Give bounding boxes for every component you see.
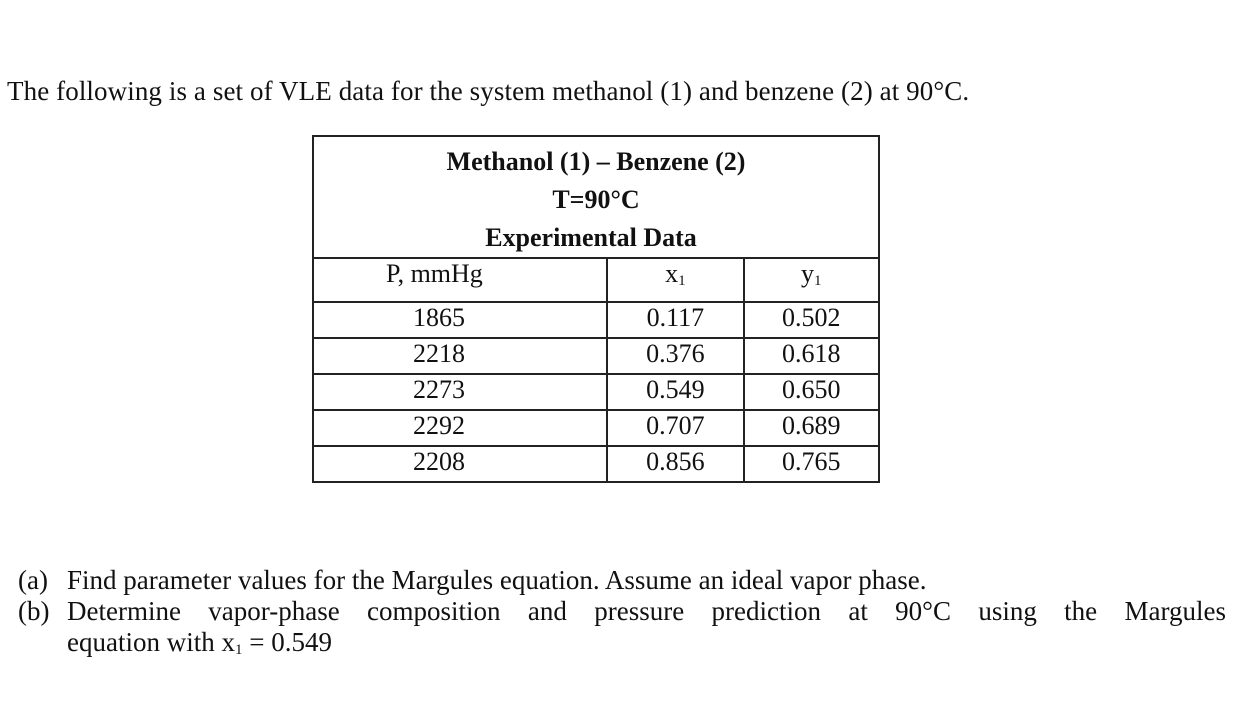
pressure-cell: 2218 <box>313 338 607 374</box>
column-header-pressure: P, mmHg <box>313 258 607 302</box>
question-a-label: (a) <box>18 565 48 595</box>
question-b-line2-prefix: equation with x <box>67 627 235 657</box>
vle-data-table <box>312 135 880 483</box>
x1-cell: 0.707 <box>607 410 743 446</box>
question-b-line2-suffix: = 0.549 <box>242 627 332 657</box>
table-header-block <box>313 136 879 258</box>
x1-subscript: 1 <box>678 273 686 289</box>
table-title: Methanol (1) – Benzene (2) <box>446 147 746 176</box>
table-row <box>313 374 879 410</box>
column-header-row <box>313 258 879 302</box>
pressure-cell: 2208 <box>313 446 607 482</box>
question-b-line2-subscript: 1 <box>234 642 243 658</box>
table-row <box>313 302 879 338</box>
pressure-cell: 2273 <box>313 374 607 410</box>
table-subtitle: Experimental Data <box>485 223 697 252</box>
y1-cell: 0.618 <box>744 338 880 374</box>
y1-cell: 0.689 <box>744 410 880 446</box>
question-a <box>18 565 1226 596</box>
question-b-label: (b) <box>18 596 50 626</box>
y1-cell: 0.650 <box>744 374 880 410</box>
question-b-line2 <box>67 627 1226 666</box>
y1-cell: 0.502 <box>744 302 880 338</box>
table-row <box>313 446 879 482</box>
x1-cell: 0.549 <box>607 374 743 410</box>
y1-subscript: 1 <box>814 273 822 289</box>
y1-cell: 0.765 <box>744 446 880 482</box>
question-b-line1: Determine vapor-phase composition and pressure prediction at 90°C using the Margules <box>67 596 1226 626</box>
pressure-cell: 2292 <box>313 410 607 446</box>
x1-cell: 0.117 <box>607 302 743 338</box>
column-header-x1 <box>607 258 743 302</box>
question-list <box>18 565 1226 666</box>
table-row <box>313 338 879 374</box>
x1-cell: 0.376 <box>607 338 743 374</box>
table-row <box>313 410 879 446</box>
question-b <box>18 596 1226 666</box>
table-temperature: T=90°C <box>552 185 640 214</box>
column-header-y1 <box>744 258 880 302</box>
x1-base: x <box>665 259 679 288</box>
question-b-text <box>67 596 1226 666</box>
intro-text: The following is a set of VLE data for the system methanol (1) and benzene (2) at 90°C. <box>7 76 970 106</box>
y1-base: y <box>801 259 814 288</box>
x1-cell: 0.856 <box>607 446 743 482</box>
pressure-cell: 1865 <box>313 302 607 338</box>
question-a-text: Find parameter values for the Margules equation. Assume an ideal vapor phase. <box>67 565 927 595</box>
